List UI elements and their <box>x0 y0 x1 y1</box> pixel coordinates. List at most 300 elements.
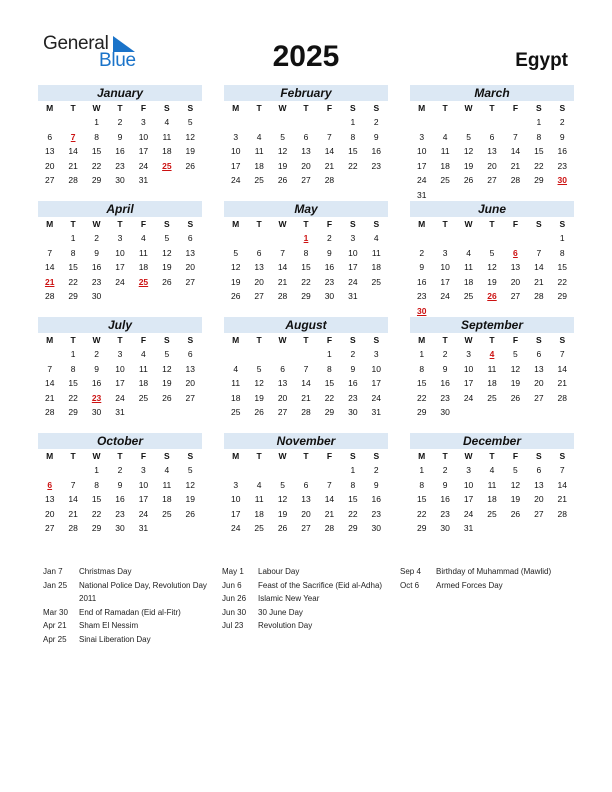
day-cell: 23 <box>440 392 450 403</box>
day-cell: 21 <box>557 378 568 388</box>
day-cell: 27 <box>254 291 264 301</box>
day-cell: 28 <box>557 392 568 403</box>
holiday-date: Mar 30 <box>43 607 68 617</box>
month-days-grid <box>410 334 574 420</box>
day-cell: 12 <box>463 146 474 156</box>
day-cell: 20 <box>301 508 311 519</box>
month-june <box>410 201 574 318</box>
weekday-label: S <box>373 219 380 229</box>
weekday-label: S <box>559 335 566 345</box>
day-cell: 17 <box>371 378 382 388</box>
day-cell: 6 <box>187 233 193 243</box>
month-header: November <box>224 433 388 449</box>
weekday-label: T <box>70 335 76 345</box>
year-title: 2025 <box>272 40 340 73</box>
day-cell: 4 <box>466 247 471 258</box>
day-cell: 31 <box>138 523 149 533</box>
day-cell: 7 <box>70 479 76 490</box>
holiday-name: 30 June Day <box>258 607 303 617</box>
day-cell: 3 <box>141 117 146 127</box>
day-cell: 14 <box>68 146 78 156</box>
weekday-label: M <box>46 103 54 113</box>
month-header: June <box>410 201 574 217</box>
day-cell: 24 <box>348 276 358 287</box>
day-cell: 1 <box>350 465 356 475</box>
holiday-name: Sham El Nessim <box>79 621 139 630</box>
day-cell: 12 <box>162 363 172 374</box>
holiday-item <box>400 565 575 579</box>
day-cell: 30 <box>371 523 382 533</box>
weekday-label: T <box>303 335 309 345</box>
weekday-label: S <box>187 335 194 345</box>
day-cell: 26 <box>185 508 196 519</box>
day-cell: 2 <box>94 233 99 243</box>
day-cell: 30 <box>440 523 450 533</box>
day-cell: 5 <box>466 131 471 142</box>
day-cell: 17 <box>138 494 149 504</box>
weekday-label: F <box>326 219 333 229</box>
day-cell: 12 <box>510 479 521 490</box>
day-cell: 25 <box>162 508 172 519</box>
day-cell: 2 <box>419 247 425 258</box>
day-cell: 21 <box>277 276 288 287</box>
holiday-item <box>43 619 208 633</box>
day-cell: 28 <box>324 523 335 533</box>
day-cell: 10 <box>416 146 427 156</box>
empty-day-cell <box>271 463 294 478</box>
day-cell: 13 <box>301 494 311 504</box>
day-cell: 26 <box>510 508 521 519</box>
day-cell: 22 <box>301 276 311 287</box>
holiday-date: Sep 4 <box>400 567 421 576</box>
day-cell: 4 <box>141 349 146 359</box>
empty-day-cell <box>38 463 61 478</box>
day-cell: 22 <box>416 508 427 519</box>
day-cell: 5 <box>513 465 518 475</box>
weekday-label: T <box>117 335 123 345</box>
empty-day-cell <box>410 231 433 246</box>
day-cell: 12 <box>277 146 288 156</box>
month-august <box>224 317 388 420</box>
day-cell: 29 <box>91 175 102 185</box>
day-cell: 25 <box>440 175 450 185</box>
day-cell: 29 <box>557 291 568 301</box>
day-cell: 23 <box>91 276 102 287</box>
month-header: February <box>224 85 388 101</box>
day-cell: 17 <box>115 378 125 388</box>
holiday-name: Islamic New Year <box>258 594 320 603</box>
day-cell: 24 <box>138 508 149 519</box>
weekday-label: W <box>464 103 473 113</box>
day-cell: 10 <box>440 262 450 272</box>
day-cell: 11 <box>464 262 473 272</box>
weekday-label: M <box>418 219 426 229</box>
day-cell: 16 <box>324 262 335 272</box>
weekday-label: T <box>442 103 448 113</box>
day-cell: 21 <box>301 392 311 403</box>
weekday-label: T <box>442 335 448 345</box>
day-cell: 1 <box>94 465 99 475</box>
day-cell: 4 <box>164 465 170 475</box>
holiday-item <box>43 565 208 579</box>
day-cell: 5 <box>256 363 262 374</box>
day-cell: 26 <box>230 291 241 301</box>
day-cell: 20 <box>185 378 196 388</box>
holiday-day-cell: 6 <box>47 479 53 490</box>
day-cell: 8 <box>70 247 76 258</box>
day-cell: 15 <box>91 494 102 504</box>
day-cell: 31 <box>371 407 382 417</box>
day-cell: 25 <box>254 523 264 533</box>
holiday-name: End of Ramadan (Eid al-Fitr) <box>79 607 181 617</box>
day-cell: 13 <box>254 262 264 272</box>
weekday-label: S <box>559 103 566 113</box>
empty-day-cell <box>433 115 456 130</box>
empty-day-cell <box>457 231 480 246</box>
empty-day-cell <box>410 115 433 130</box>
day-cell: 9 <box>117 131 123 142</box>
day-cell: 8 <box>303 247 309 258</box>
day-cell: 28 <box>68 523 78 533</box>
day-cell: 18 <box>371 262 382 272</box>
holiday-day-cell: 30 <box>557 175 568 185</box>
weekday-label: T <box>489 335 495 345</box>
day-cell: 14 <box>277 262 288 272</box>
month-days-grid <box>38 450 202 536</box>
day-cell: 4 <box>489 465 495 475</box>
day-cell: 14 <box>44 262 55 272</box>
day-cell: 9 <box>373 479 379 490</box>
day-cell: 6 <box>280 363 285 374</box>
holiday-item <box>222 579 392 593</box>
empty-day-cell <box>224 463 247 478</box>
day-cell: 26 <box>510 392 521 403</box>
day-cell: 24 <box>230 175 241 185</box>
day-cell: 13 <box>534 479 544 490</box>
day-cell: 7 <box>559 465 565 475</box>
day-cell: 3 <box>233 479 239 490</box>
day-cell: 13 <box>534 363 544 374</box>
weekday-label: T <box>489 219 495 229</box>
day-cell: 23 <box>324 276 335 287</box>
month-header: April <box>38 201 202 217</box>
weekday-label: T <box>256 451 262 461</box>
day-cell: 24 <box>463 392 474 403</box>
day-cell: 21 <box>324 508 335 519</box>
day-cell: 6 <box>489 131 495 142</box>
empty-day-cell <box>294 463 317 478</box>
day-cell: 15 <box>324 378 335 388</box>
day-cell: 20 <box>301 160 311 171</box>
day-cell: 24 <box>230 523 241 533</box>
day-cell: 3 <box>466 465 471 475</box>
day-cell: 10 <box>230 146 241 156</box>
empty-day-cell <box>271 231 294 246</box>
holiday-name: Feast of the Sacrifice (Eid al-Adha) <box>258 580 383 590</box>
day-cell: 27 <box>277 407 288 417</box>
day-cell: 17 <box>348 262 358 272</box>
weekday-label: W <box>92 103 101 113</box>
day-cell: 4 <box>164 117 170 127</box>
weekday-label: T <box>489 451 495 461</box>
day-cell: 26 <box>162 392 172 403</box>
day-cell: 8 <box>536 131 542 142</box>
day-cell: 2 <box>442 465 448 475</box>
day-cell: 21 <box>510 160 521 171</box>
day-cell: 3 <box>466 349 471 359</box>
holiday-day-cell: 25 <box>162 160 172 171</box>
day-cell: 15 <box>68 262 78 272</box>
day-cell: 14 <box>324 146 335 156</box>
day-cell: 7 <box>47 247 53 258</box>
month-days-grid <box>410 450 574 536</box>
weekday-label: F <box>140 451 147 461</box>
weekday-label: M <box>232 103 240 113</box>
day-cell: 15 <box>301 262 311 272</box>
weekday-label: M <box>418 103 426 113</box>
day-cell: 7 <box>47 363 53 374</box>
day-cell: 22 <box>91 508 102 519</box>
weekday-label: M <box>46 451 54 461</box>
day-cell: 22 <box>534 160 544 171</box>
day-cell: 7 <box>303 363 309 374</box>
day-cell: 28 <box>534 291 544 301</box>
weekday-label: W <box>278 335 287 345</box>
day-cell: 2 <box>327 233 332 243</box>
day-cell: 11 <box>254 146 264 156</box>
day-cell: 8 <box>559 247 565 258</box>
day-cell: 20 <box>534 378 544 388</box>
holiday-day-cell: 1 <box>303 233 309 243</box>
empty-day-cell <box>38 115 61 130</box>
day-cell: 10 <box>115 363 125 374</box>
weekday-label: W <box>464 335 473 345</box>
weekday-label: W <box>92 335 101 345</box>
weekday-label: S <box>373 103 380 113</box>
weekday-label: T <box>70 219 76 229</box>
month-november <box>224 433 388 536</box>
day-cell: 13 <box>44 494 55 504</box>
day-cell: 16 <box>115 494 125 504</box>
day-cell: 22 <box>348 160 358 171</box>
empty-day-cell <box>247 115 270 130</box>
holiday-column <box>222 565 392 633</box>
day-cell: 26 <box>185 160 196 171</box>
day-cell: 14 <box>301 378 311 388</box>
day-cell: 26 <box>254 407 264 417</box>
weekday-label: W <box>278 103 287 113</box>
day-cell: 22 <box>416 392 427 403</box>
day-cell: 4 <box>373 233 379 243</box>
day-cell: 12 <box>277 494 288 504</box>
day-cell: 11 <box>162 131 172 142</box>
day-cell: 4 <box>442 131 448 142</box>
day-cell: 23 <box>557 160 568 171</box>
holiday-date: Oct 6 <box>400 580 420 590</box>
day-cell: 9 <box>442 363 448 374</box>
day-cell: 24 <box>115 276 125 287</box>
weekday-label: S <box>164 335 170 345</box>
month-header: December <box>410 433 574 449</box>
holiday-day-cell: 23 <box>91 392 102 403</box>
day-cell: 8 <box>327 363 332 374</box>
weekday-label: S <box>373 335 380 345</box>
day-cell: 17 <box>463 378 474 388</box>
day-cell: 6 <box>303 131 309 142</box>
day-cell: 8 <box>350 479 356 490</box>
holiday-date: Jan 7 <box>43 567 63 576</box>
day-cell: 22 <box>68 392 78 403</box>
day-cell: 21 <box>68 160 78 171</box>
day-cell: 20 <box>254 276 264 287</box>
day-cell: 25 <box>463 291 474 301</box>
weekday-label: S <box>559 219 566 229</box>
day-cell: 6 <box>536 349 542 359</box>
day-cell: 18 <box>138 262 149 272</box>
day-cell: 10 <box>115 247 125 258</box>
day-cell: 3 <box>419 131 425 142</box>
day-cell: 4 <box>233 363 239 374</box>
day-cell: 13 <box>185 363 196 374</box>
holiday-item <box>43 606 208 620</box>
day-cell: 6 <box>187 349 193 359</box>
day-cell: 18 <box>487 494 497 504</box>
day-cell: 12 <box>510 363 521 374</box>
day-cell: 6 <box>303 479 309 490</box>
weekday-label: T <box>489 103 495 113</box>
weekday-label: S <box>373 451 380 461</box>
holiday-column <box>400 565 575 592</box>
day-cell: 19 <box>230 276 241 287</box>
day-cell: 3 <box>442 247 448 258</box>
day-cell: 11 <box>254 494 264 504</box>
day-cell: 12 <box>162 247 172 258</box>
day-cell: 16 <box>440 494 450 504</box>
weekday-label: T <box>256 335 262 345</box>
day-cell: 29 <box>348 523 358 533</box>
day-cell: 13 <box>44 146 55 156</box>
day-cell: 5 <box>280 479 285 490</box>
day-cell: 14 <box>557 479 568 490</box>
day-cell: 25 <box>487 508 497 519</box>
day-cell: 27 <box>487 175 497 185</box>
day-cell: 7 <box>327 131 332 142</box>
weekday-label: S <box>350 219 356 229</box>
day-cell: 25 <box>138 392 149 403</box>
weekday-label: F <box>326 451 333 461</box>
day-cell: 27 <box>534 508 544 519</box>
month-header: September <box>410 317 574 333</box>
weekday-label: T <box>117 103 123 113</box>
day-cell: 26 <box>277 175 288 185</box>
month-january <box>38 85 202 188</box>
month-header: January <box>38 85 202 101</box>
day-cell: 17 <box>463 494 474 504</box>
day-cell: 14 <box>68 494 78 504</box>
month-header: March <box>410 85 574 101</box>
empty-day-cell <box>294 115 317 130</box>
day-cell: 17 <box>440 276 450 287</box>
weekday-label: S <box>164 219 170 229</box>
day-cell: 1 <box>350 117 356 127</box>
month-december <box>410 433 574 536</box>
holiday-date: Jun 6 <box>222 580 242 590</box>
day-cell: 10 <box>138 131 149 142</box>
day-cell: 30 <box>348 407 358 417</box>
day-cell: 1 <box>419 349 425 359</box>
weekday-label: F <box>512 219 519 229</box>
weekday-label: S <box>350 335 356 345</box>
empty-day-cell <box>61 463 84 478</box>
holiday-name: Revolution Day <box>258 621 313 630</box>
day-cell: 19 <box>463 160 474 171</box>
day-cell: 16 <box>91 378 102 388</box>
day-cell: 6 <box>536 465 542 475</box>
day-cell: 1 <box>327 349 332 359</box>
day-cell: 11 <box>487 479 497 490</box>
day-cell: 9 <box>419 262 425 272</box>
day-cell: 2 <box>373 465 379 475</box>
day-cell: 11 <box>162 479 172 490</box>
weekday-label: M <box>418 335 426 345</box>
day-cell: 16 <box>371 494 382 504</box>
day-cell: 7 <box>280 247 285 258</box>
day-cell: 13 <box>510 262 521 272</box>
holiday-date: Apr 21 <box>43 621 67 630</box>
weekday-label: T <box>442 219 448 229</box>
empty-day-cell <box>457 115 480 130</box>
month-header: July <box>38 317 202 333</box>
day-cell: 24 <box>463 508 474 519</box>
day-cell: 22 <box>557 276 568 287</box>
empty-day-cell <box>247 347 270 362</box>
weekday-label: F <box>140 335 147 345</box>
day-cell: 28 <box>324 175 335 185</box>
day-cell: 25 <box>254 175 264 185</box>
day-cell: 12 <box>185 131 196 142</box>
day-cell: 30 <box>115 175 125 185</box>
empty-day-cell <box>504 231 527 246</box>
day-cell: 5 <box>280 131 285 142</box>
day-cell: 15 <box>416 378 427 388</box>
day-cell: 3 <box>373 349 379 359</box>
holiday-name: Christmas Day <box>79 567 132 576</box>
weekday-label: S <box>187 451 194 461</box>
month-days-grid <box>410 102 574 202</box>
holiday-name: National Police Day, Revolution Day 2011 <box>79 580 207 603</box>
day-cell: 5 <box>489 247 495 258</box>
weekday-label: F <box>326 103 333 113</box>
holiday-date: Jan 25 <box>43 580 68 590</box>
day-cell: 17 <box>115 262 125 272</box>
empty-day-cell <box>527 231 550 246</box>
weekday-label: T <box>303 219 309 229</box>
weekday-label: M <box>418 451 426 461</box>
day-cell: 5 <box>233 247 239 258</box>
day-cell: 28 <box>68 175 78 185</box>
day-cell: 23 <box>440 508 450 519</box>
day-cell: 2 <box>94 349 99 359</box>
day-cell: 9 <box>442 479 448 490</box>
weekday-label: S <box>350 103 356 113</box>
day-cell: 11 <box>139 363 148 374</box>
day-cell: 15 <box>348 494 358 504</box>
weekday-label: W <box>92 219 101 229</box>
day-cell: 24 <box>440 291 450 301</box>
logo-text-blue: Blue <box>99 50 136 71</box>
day-cell: 9 <box>94 247 99 258</box>
day-cell: 2 <box>559 117 565 127</box>
